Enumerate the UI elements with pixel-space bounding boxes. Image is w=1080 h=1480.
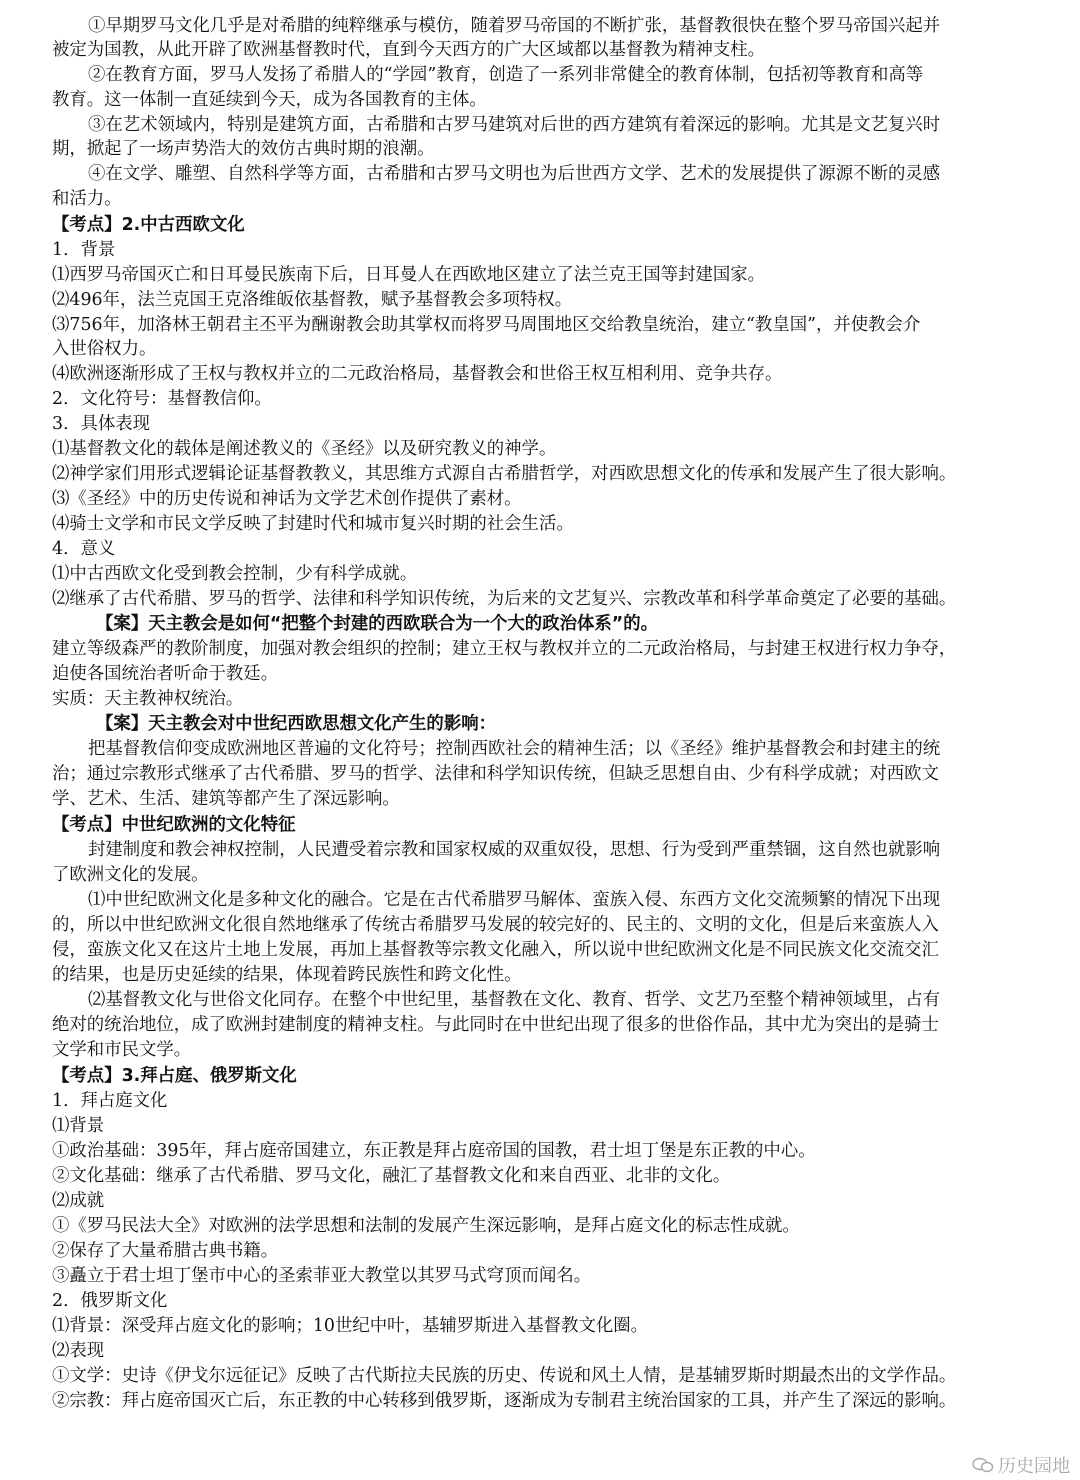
- text-line: 4．意义: [52, 539, 116, 559]
- text-line: 绝对的统治地位，成了欧洲封建制度的精神支柱。与此同时在中世纪出现了很多的世俗作品，其中尤为突出的是骑士: [52, 1015, 939, 1035]
- text-line: ⑴背景: [52, 1116, 105, 1136]
- text-line: 的，所以中世纪欧洲文化很自然地继承了传统古希腊罗马发展的较完好的、民主的、文明的文化，但是后来蛮族人入: [52, 915, 939, 935]
- text-line: ②宗教：拜占庭帝国灭亡后，东正教的中心转移到俄罗斯，逐渐成为专制君主统治国家的工具，并产生了深远的影响。: [52, 1391, 957, 1411]
- text-line: 2．俄罗斯文化: [52, 1291, 168, 1311]
- text-line: 治；通过宗教形式继承了古代希腊、罗马的哲学、法律和科学知识传统，但缺乏思想自由、少有科学成就；对西欧文: [52, 764, 939, 784]
- text-line: 侵，蛮族文化又在这片土地上发展，再加上基督教等宗教文化融入，所以说中世纪欧洲文化是不同民族文化交流交汇: [52, 940, 939, 960]
- text-line: ④在文学、雕塑、自然科学等方面，古希腊和古罗马文明也为后世西方文学、艺术的发展提供了源源不断的灵感: [88, 164, 941, 184]
- text-line: 2．文化符号：基督教信仰。: [52, 389, 272, 409]
- text-line: ⑵神学家们用形式逻辑论证基督教教义，其思维方式源自古希腊哲学，对西欧思想文化的传承和发展产生了很大影响。: [52, 464, 957, 484]
- text-line: ⑵表现: [52, 1341, 105, 1361]
- text-line: ⑴中世纪欧洲文化是多种文化的融合。它是在古代希腊罗马解体、蛮族入侵、东西方文化交流频繁的情况下出现: [88, 890, 941, 910]
- text-line: ⑵基督教文化与世俗文化同存。在整个中世纪里，基督教在文化、教育、哲学、文艺乃至整个精神领域里，占有: [88, 990, 941, 1010]
- text-line: ①文学：史诗《伊戈尔远征记》反映了古代斯拉夫民族的历史、传说和风土人情，是基辅罗斯时期最杰出的文学作品。: [52, 1366, 957, 1386]
- text-line: ⑵继承了古代希腊、罗马的哲学、法律和科学知识传统，为后来的文艺复兴、宗教改革和科学革命奠定了必要的基础。: [52, 589, 957, 609]
- text-line: ②文化基础：继承了古代希腊、罗马文化，融汇了基督教文化和来自西亚、北非的文化。: [52, 1166, 731, 1186]
- watermark: [972, 1452, 1070, 1478]
- case-heading: 【案】天主教会是如何“把整个封建的西欧联合为一个大的政治体系”的。: [96, 614, 658, 634]
- text-line: ⑷欧洲逐渐形成了王权与教权并立的二元政治格局，基督教会和世俗王权互相利用、竞争共存。: [52, 364, 783, 384]
- text-line: ①早期罗马文化几乎是对希腊的纯粹继承与模仿，随着罗马帝国的不断扩张，基督教很快在整个罗马帝国兴起并: [88, 16, 941, 36]
- watermark-text: 历史园地: [998, 1456, 1070, 1477]
- text-line: 建立等级森严的教阶制度，加强对教会组织的控制；建立王权与教权并立的二元政治格局，与封建王权进行权力争夺，: [52, 639, 957, 659]
- text-line: 了欧洲文化的发展。: [52, 865, 209, 885]
- text-line: ①《罗马民法大全》对欧洲的法学思想和法制的发展产生深远影响，是拜占庭文化的标志性成就。: [52, 1216, 800, 1236]
- text-line: 迫使各国统治者听命于教廷。: [52, 664, 279, 684]
- text-line: ②在教育方面，罗马人发扬了希腊人的“学园”教育，创造了一系列非常健全的教育体制，包括初等教育和高等: [88, 65, 924, 85]
- section-heading: 【考点】3.拜占庭、俄罗斯文化: [52, 1066, 297, 1086]
- text-line: ③矗立于君士坦丁堡市中心的圣索菲亚大教堂以其罗马式穹顶而闻名。: [52, 1266, 592, 1286]
- text-line: ⑵成就: [52, 1191, 105, 1211]
- text-line: 1．背景: [52, 240, 116, 260]
- text-line: ②保存了大量希腊古典书籍。: [52, 1241, 279, 1261]
- text-line: ③在艺术领域内，特别是建筑方面，古希腊和古罗马建筑对后世的西方建筑有着深远的影响。尤其是文艺复兴时: [88, 115, 941, 135]
- text-line: 学、艺术、生活、建筑等都产生了深远影响。: [52, 789, 400, 809]
- section-heading: 【考点】中世纪欧洲的文化特征: [52, 815, 296, 835]
- text-line: 文学和市民文学。: [52, 1040, 192, 1060]
- text-line: 的结果，也是历史延续的结果，体现着跨民族性和跨文化性。: [52, 965, 522, 985]
- text-line: ⑴中古西欧文化受到教会控制，少有科学成就。: [52, 564, 418, 584]
- text-line: 1．拜占庭文化: [52, 1091, 168, 1111]
- text-line: ⑴西罗马帝国灭亡和日耳曼民族南下后，日耳曼人在西欧地区建立了法兰克王国等封建国家。: [52, 265, 766, 285]
- text-line: 入世俗权力。: [52, 339, 157, 359]
- text-line: ⑵496年，法兰克国王克洛维皈依基督教，赋予基督教会多项特权。: [52, 290, 573, 310]
- text-line: 教育。这一体制一直延续到今天，成为各国教育的主体。: [52, 90, 487, 110]
- text-line: 实质：天主教神权统治。: [52, 689, 244, 709]
- text-line: 封建制度和教会神权控制，人民遭受着宗教和国家权威的双重奴役，思想、行为受到严重禁锢，这自然也就影响: [88, 840, 941, 860]
- text-line: ①政治基础：395年，拜占庭帝国建立，东正教是拜占庭帝国的国教，君士坦丁堡是东正教的中心。: [52, 1141, 816, 1161]
- text-line: ⑴背景：深受拜占庭文化的影响；10世纪中叶，基辅罗斯进入基督教文化圈。: [52, 1316, 649, 1336]
- text-line: ⑶756年，加洛林王朝君主丕平为酬谢教会助其掌权而将罗马周围地区交给教皇统治，建立“教皇国”，并使教会介: [52, 315, 921, 335]
- text-line: ⑶《圣经》中的历史传说和神话为文学艺术创作提供了素材。: [52, 489, 522, 509]
- text-line: 期，掀起了一场声势浩大的效仿古典时期的浪潮。: [52, 139, 435, 159]
- wechat-icon: [972, 1457, 994, 1473]
- text-line: 被定为国教，从此开辟了欧洲基督教时代，直到今天西方的广大区域都以基督教为精神支柱。: [52, 40, 766, 60]
- text-line: 把基督教信仰变成欧洲地区普遍的文化符号；控制西欧社会的精神生活；以《圣经》维护基督教会和封建主的统: [88, 739, 941, 759]
- text-line: 和活力。: [52, 189, 122, 209]
- case-heading: 【案】天主教会对中世纪西欧思想文化产生的影响：: [96, 714, 496, 734]
- text-line: ⑷骑士文学和市民文学反映了封建时代和城市复兴时期的社会生活。: [52, 514, 574, 534]
- text-line: ⑴基督教文化的载体是阐述教义的《圣经》以及研究教义的神学。: [52, 439, 557, 459]
- text-line: 3．具体表现: [52, 414, 151, 434]
- section-heading: 【考点】2.中古西欧文化: [52, 215, 245, 235]
